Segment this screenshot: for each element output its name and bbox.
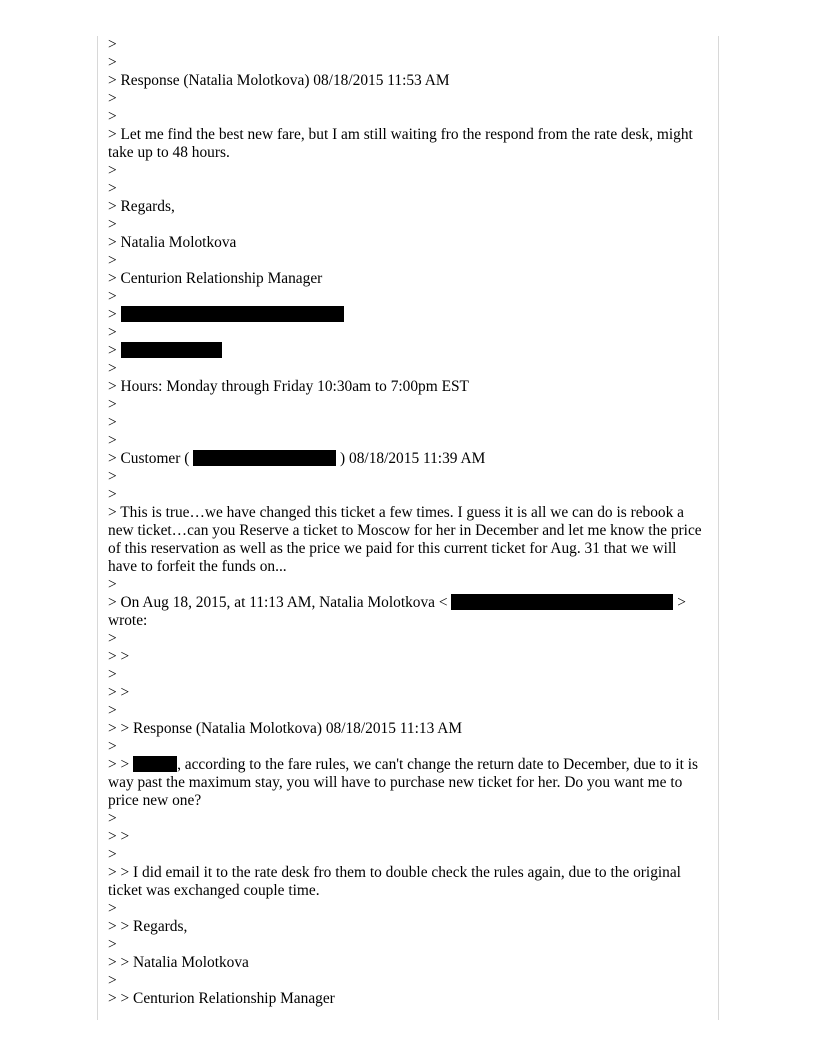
quote-line: > > — [108, 828, 130, 845]
quote-line: > — [108, 90, 117, 107]
quote-line: > > — [108, 684, 130, 701]
quote-line: > — [108, 666, 117, 683]
message-paragraph: > This is true…we have changed this ticket a few times. I guess it is all we can do is rebook a new ticket…can you Reserve a ticket to Moscow for her in December and let me know the price of this reservation as well as the price we paid for this current ticket for Aug. 31 that we will have to forfeit the funds on... — [108, 504, 706, 575]
quote-line: > — [108, 36, 117, 53]
quote-line: > — [108, 936, 117, 953]
redaction-block — [121, 306, 344, 322]
quote-line: > — [108, 162, 117, 179]
quote-line: > — [108, 252, 117, 269]
signature-title: > Centurion Relationship Manager — [108, 270, 323, 287]
redacted-line: > — [108, 342, 708, 360]
quote-line: > — [108, 360, 117, 377]
email-thread-body — [108, 36, 708, 1008]
response-header: > Response (Natalia Molotkova) 08/18/2015 11:53 AM — [108, 72, 450, 89]
quote-line: > — [108, 846, 117, 863]
redaction-block — [133, 756, 177, 772]
reply-attribution: > On Aug 18, 2015, at 11:13 AM, Natalia Molotkova < > wrote: — [108, 594, 690, 629]
quote-line: > — [108, 972, 117, 989]
quote-line: > — [108, 432, 117, 449]
message-paragraph: > Let me find the best new fare, but I am still waiting fro the respond from the rate desk, might take up to 48 hours. — [108, 126, 697, 161]
quote-line: > — [108, 900, 117, 917]
signature-regards: > Regards, — [108, 198, 175, 215]
message-paragraph: > > I did email it to the rate desk fro them to double check the rules again, due to the original ticket was exchanged couple time. — [108, 864, 685, 899]
quote-line: > — [108, 810, 117, 827]
quote-line: > > — [108, 648, 130, 665]
redaction-block — [451, 594, 673, 610]
quote-line: > — [108, 216, 117, 233]
signature-regards: > > Regards, — [108, 918, 188, 935]
signature-title: > > Centurion Relationship Manager — [108, 990, 335, 1007]
customer-header: > Customer ( ) 08/18/2015 11:39 AM — [108, 450, 486, 467]
quote-line: > — [108, 54, 117, 71]
quote-line: > — [108, 180, 117, 197]
quote-line: > — [108, 414, 117, 431]
quote-line: > — [108, 702, 117, 719]
redacted-line: > — [108, 306, 708, 324]
quote-line: > — [108, 486, 117, 503]
quote-line: > — [108, 738, 117, 755]
quote-line: > — [108, 108, 117, 125]
quote-line: > — [108, 324, 117, 341]
signature-name: > > Natalia Molotkova — [108, 954, 249, 971]
signature-name: > Natalia Molotkova — [108, 234, 237, 251]
quote-line: > — [108, 630, 117, 647]
signature-hours: > Hours: Monday through Friday 10:30am to 7:00pm EST — [108, 378, 469, 395]
redaction-block — [121, 342, 222, 358]
quote-line: > — [108, 288, 117, 305]
quote-line: > — [108, 396, 117, 413]
message-paragraph: > > , according to the fare rules, we can't change the return date to December, due to it is way past the maximum stay, you will have to purchase new ticket for her. Do you want me to price new one? — [108, 756, 702, 809]
quote-line: > — [108, 468, 117, 485]
response-header: > > Response (Natalia Molotkova) 08/18/2015 11:13 AM — [108, 720, 463, 737]
quote-line: > — [108, 576, 117, 593]
redaction-block — [193, 450, 336, 466]
